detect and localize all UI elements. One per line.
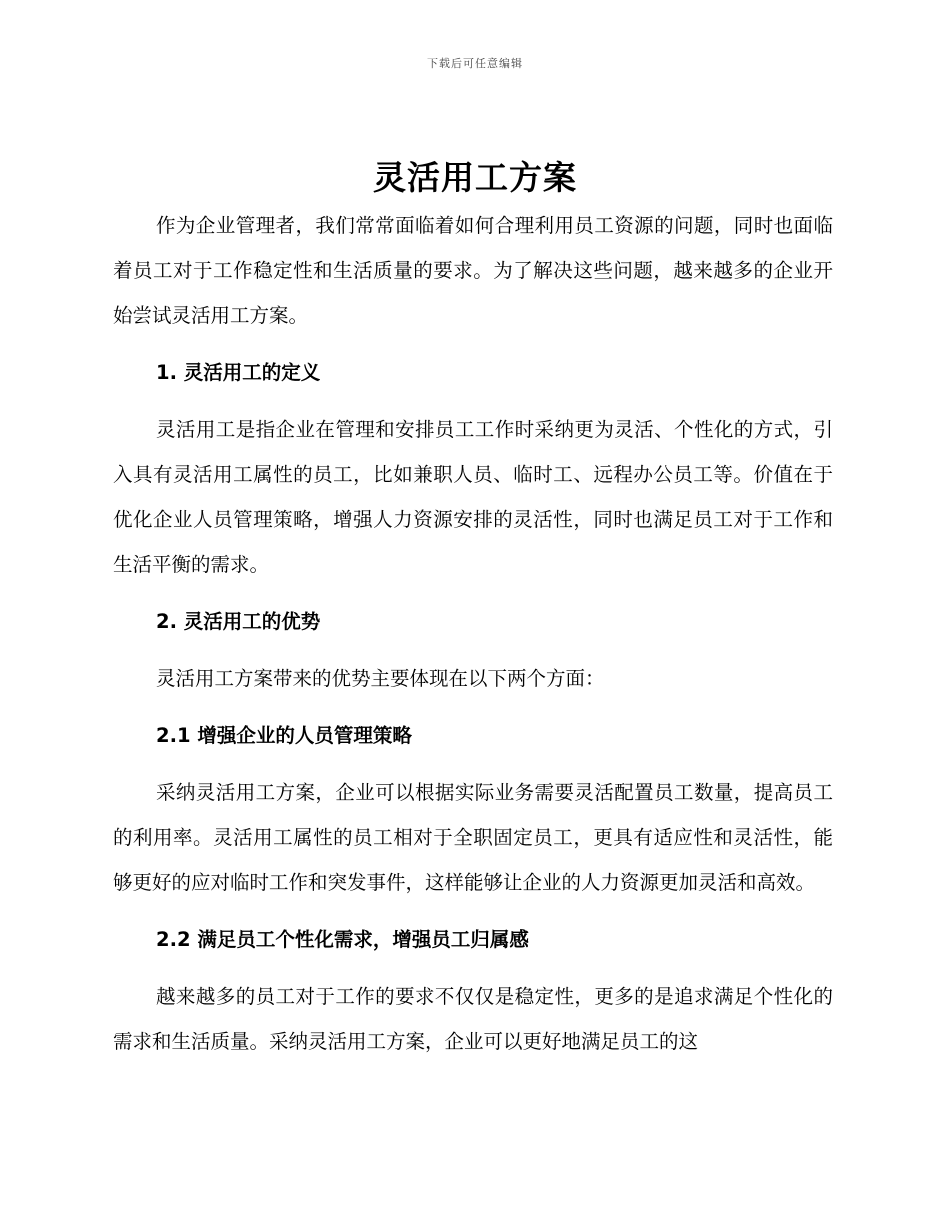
document-body	[113, 203, 833, 1064]
subsection-heading-management: 2.1 增强企业的人员管理策略	[156, 724, 412, 747]
header-note: 下载后可任意编辑	[427, 57, 523, 70]
paragraph-management: 采纳灵活用工方案，企业可以根据实际业务需要灵活配置员工数量，提高员工的利用率。灵活用工属性的员工相对于全职固定员工，更具有适应性和灵活性，能够更好的应对临时工作和突发事件，这样能够让企业的人力资源更加灵活和高效。	[113, 781, 833, 894]
section-heading-definition: 1. 灵活用工的定义	[156, 361, 321, 384]
paragraph-advantages: 灵活用工方案带来的优势主要体现在以下两个方面：	[156, 667, 605, 690]
paragraph-intro: 作为企业管理者，我们常常面临着如何合理利用员工资源的问题，同时也面临着员工对于工作稳定性和生活质量的要求。为了解决这些问题，越来越多的企业开始尝试灵活用工方案。	[113, 214, 833, 327]
subsection-heading-personalization: 2.2 满足员工个性化需求，增强员工归属感	[156, 928, 529, 951]
paragraph-definition: 灵活用工是指企业在管理和安排员工工作时采纳更为灵活、个性化的方式，引入具有灵活用工属性的员工，比如兼职人员、临时工、远程办公员工等。价值在于优化企业人员管理策略，增强人力资源安排的灵活性，同时也满足员工对于工作和生活平衡的需求。	[113, 418, 833, 576]
document-title: 灵活用工方案	[373, 158, 577, 197]
paragraph-personalization: 越来越多的员工对于工作的要求不仅仅是稳定性，更多的是追求满足个性化的需求和生活质量。采纳灵活用工方案，企业可以更好地满足员工的这	[113, 985, 833, 1053]
section-heading-advantages: 2. 灵活用工的优势	[156, 610, 321, 633]
